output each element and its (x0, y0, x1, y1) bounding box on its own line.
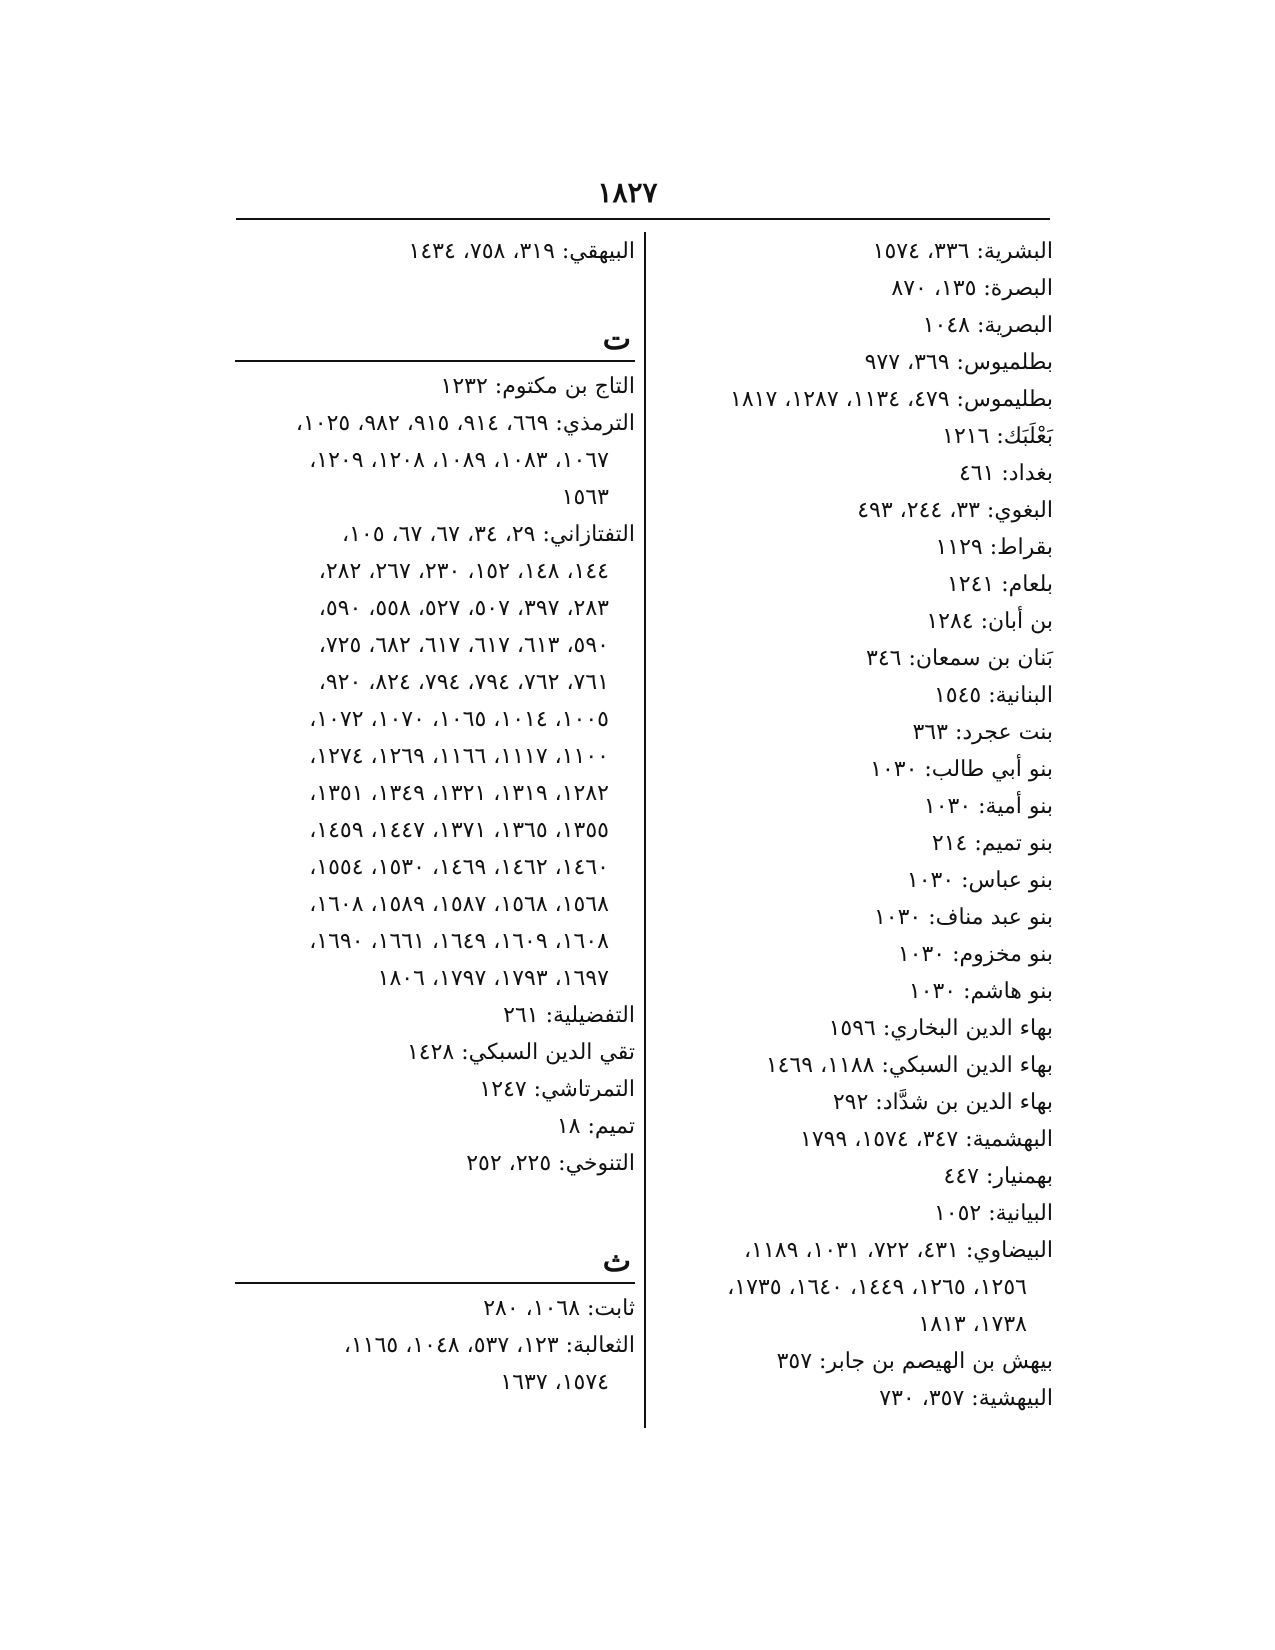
index-entry-continuation: ١٠٦٧، ١٠٨٣، ١٠٨٩، ١٢٠٨، ١٢٠٩، (309, 448, 609, 473)
index-entry: بطليموس: ٤٧٩، ١١٣٤، ١٢٨٧، ١٨١٧ (730, 387, 1053, 412)
index-entry-continuation: ١٥٦٣ (561, 485, 609, 510)
column-divider (644, 232, 646, 1428)
index-entry: البيضاوي: ٤٣١، ٧٢٢، ١٠٣١، ١١٨٩، (744, 1238, 1053, 1263)
index-entry: البغوي: ٣٣، ٢٤٤، ٤٩٣ (857, 498, 1053, 523)
index-entry-continuation: ١٢٥٦، ١٢٦٥، ١٤٤٩، ١٦٤٠، ١٧٣٥، (727, 1275, 1027, 1300)
index-entry: بقراط: ١١٢٩ (935, 535, 1053, 560)
index-entry: بَنان بن سمعان: ٣٤٦ (866, 646, 1053, 671)
index-entry: بهمنيار: ٤٤٧ (943, 1164, 1053, 1189)
index-entry-continuation: ١٥٦٨، ١٥٦٨، ١٥٨٧، ١٥٨٩، ١٦٠٨، (309, 892, 609, 917)
page-number: ١٨٢٧ (597, 176, 658, 209)
index-entry: بهاء الدين البخاري: ١٥٩٦ (828, 1016, 1053, 1041)
index-entry: البصرية: ١٠٤٨ (922, 313, 1053, 338)
index-entry: تميم: ١٨ (556, 1114, 635, 1139)
index-entry: بغداد: ٤٦١ (958, 461, 1053, 486)
index-entry: التنوخي: ٢٢٥، ٢٥٢ (466, 1151, 635, 1176)
index-entry-continuation: ١٤٤، ١٤٨، ١٥٢، ٢٣٠، ٢٦٧، ٢٨٢، (318, 559, 609, 584)
index-entry: بَعْلَبَك: ١٢١٦ (942, 424, 1053, 449)
index-entry: بنو تميم: ٢١٤ (931, 831, 1053, 856)
index-entry: بنو أمية: ١٠٣٠ (923, 794, 1053, 819)
index-entry-continuation: ١٦٠٨، ١٦٠٩، ١٦٤٩، ١٦٦١، ١٦٩٠، (309, 929, 609, 954)
index-entry: بن أبان: ١٢٨٤ (926, 609, 1053, 634)
index-entry-continuation: ١٢٨٢، ١٣١٩، ١٣٢١، ١٣٤٩، ١٣٥١، (309, 781, 609, 806)
index-entry-continuation: ١١٠٠، ١١١٧، ١١٦٦، ١٢٦٩، ١٢٧٤، (309, 744, 609, 769)
index-entry: التاج بن مكتوم: ١٢٣٢ (440, 374, 635, 399)
index-entry-continuation: ٧٦١، ٧٦٢، ٧٩٤، ٧٩٤، ٨٢٤، ٩٢٠، (318, 670, 609, 695)
section-heading-tha: ث (602, 1244, 631, 1279)
index-entry: التفضيلية: ٢٦١ (503, 1003, 635, 1028)
index-column-left (235, 233, 635, 1401)
index-entry: ثابت: ١٠٦٨، ٢٨٠ (483, 1296, 635, 1321)
index-entry: بهاء الدين بن شدَّاد: ٢٩٢ (832, 1090, 1053, 1115)
section-heading-ta: ت (602, 322, 631, 357)
index-entry: البنانية: ١٥٤٥ (933, 683, 1053, 708)
section-rule (235, 1282, 635, 1284)
index-entry: البشرية: ٣٣٦، ١٥٧٤ (872, 239, 1053, 264)
index-entry: التفتازاني: ٢٩، ٣٤، ٦٧، ٦٧، ١٠٥، (341, 522, 635, 547)
index-entry: بنو هاشم: ١٠٣٠ (908, 979, 1053, 1004)
index-entry: البيهشية: ٣٥٧، ٧٣٠ (879, 1386, 1053, 1411)
index-entry: بنو عبد مناف: ١٠٣٠ (873, 905, 1053, 930)
index-column-right (653, 233, 1053, 1417)
header-rule (236, 218, 1050, 220)
index-entry-continuation: ١٣٥٥، ١٣٦٥، ١٣٧١، ١٤٤٧، ١٤٥٩، (309, 818, 609, 843)
index-entry: بلعام: ١٢٤١ (946, 572, 1053, 597)
index-entry: بنو أبي طالب: ١٠٣٠ (870, 757, 1053, 782)
index-entry: بيهش بن الهيصم بن جابر: ٣٥٧ (776, 1349, 1053, 1374)
index-entry-continuation: ١٥٧٤، ١٦٣٧ (500, 1370, 609, 1395)
index-entry: البيهقي: ٣١٩، ٧٥٨، ١٤٣٤ (408, 239, 635, 264)
index-entry: الثعالبة: ١٢٣، ٥٣٧، ١٠٤٨، ١١٦٥، (343, 1333, 635, 1358)
index-entry: بنت عجرد: ٣٦٣ (912, 720, 1053, 745)
index-entry: البهشمية: ٣٤٧، ١٥٧٤، ١٧٩٩ (800, 1127, 1053, 1152)
index-entry: تقي الدين السبكي: ١٤٢٨ (406, 1040, 635, 1065)
section-rule (235, 360, 635, 362)
index-entry-continuation: ٢٨٣، ٣٩٧، ٥٠٧، ٥٢٧، ٥٥٨، ٥٩٠، (318, 596, 609, 621)
index-entry-continuation: ١٠٠٥، ١٠١٤، ١٠٦٥، ١٠٧٠، ١٠٧٢، (309, 707, 609, 732)
index-entry-continuation: ١٤٦٠، ١٤٦٢، ١٤٦٩، ١٥٣٠، ١٥٥٤، (309, 855, 609, 880)
index-entry: البيانية: ١٠٥٢ (933, 1201, 1053, 1226)
index-entry-continuation: ١٧٣٨، ١٨١٣ (918, 1312, 1027, 1337)
index-entry: بنو مخزوم: ١٠٣٠ (897, 942, 1053, 967)
index-entry: الترمذي: ٦٦٩، ٩١٤، ٩١٥، ٩٨٢، ١٠٢٥، (295, 411, 635, 436)
index-entry-continuation: ٥٩٠، ٦١٣، ٦١٧، ٦١٧، ٦٨٢، ٧٢٥، (318, 633, 609, 658)
index-entry: البصرة: ١٣٥، ٨٧٠ (891, 276, 1053, 301)
index-entry-continuation: ١٦٩٧، ١٧٩٣، ١٧٩٧، ١٨٠٦ (377, 966, 609, 991)
index-entry: بنو عباس: ١٠٣٠ (906, 868, 1053, 893)
index-entry: التمرتاشي: ١٢٤٧ (479, 1077, 635, 1102)
index-entry: بطلميوس: ٣٦٩، ٩٧٧ (864, 350, 1053, 375)
index-entry: بهاء الدين السبكي: ١١٨٨، ١٤٦٩ (765, 1053, 1053, 1078)
